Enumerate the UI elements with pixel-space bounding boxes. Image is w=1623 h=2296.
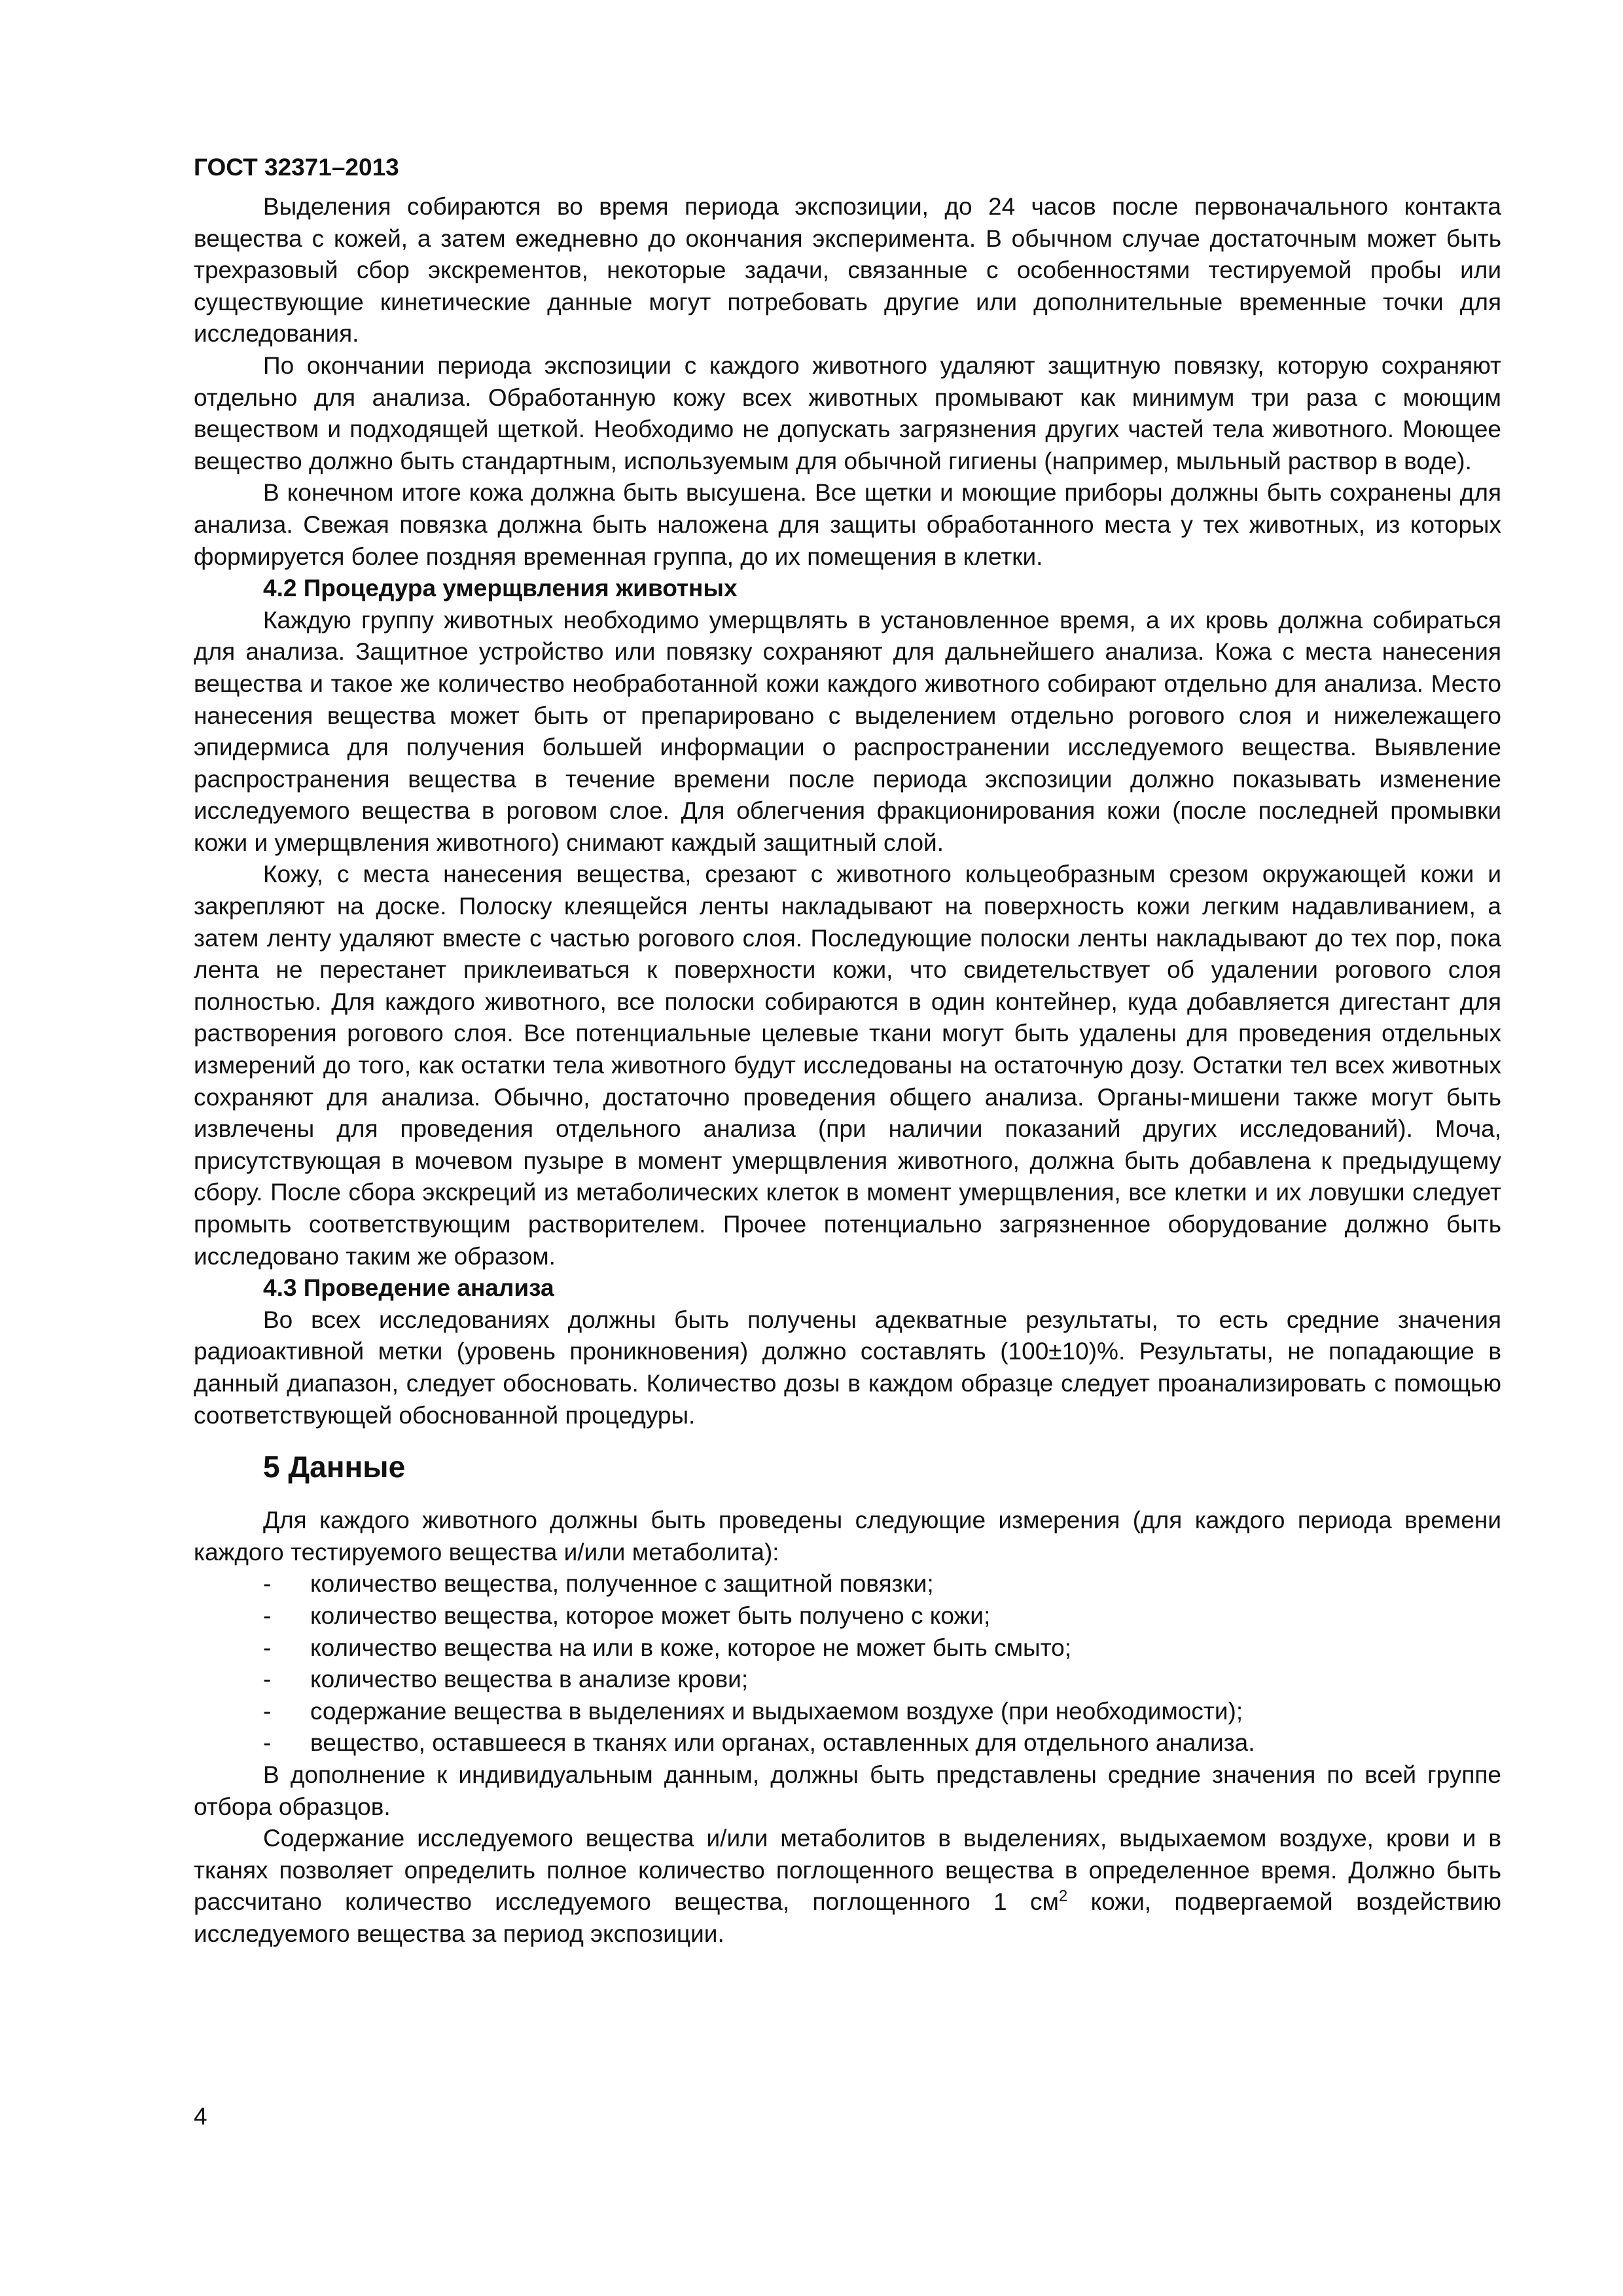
paragraph-analysis: Во всех исследованиях должны быть получены адекватные результаты, то есть средние значения радиоактивной метки (уровень проникновения) должно составлять (100±10)%. Результаты, не попадающие в данный диапазон, следует обосновать. Количество дозы в каждом образце следует проанализировать с помощью соответствующей обоснованной процедуры. — [194, 1306, 1501, 1429]
section-heading-5: 5 Данные — [263, 1450, 406, 1484]
page-number: 4 — [194, 2103, 207, 2130]
list-dash: - — [263, 1697, 272, 1725]
list-item — [194, 1664, 1501, 1696]
subsection-heading-4-2: 4.2 Процедура умерщвления животных — [263, 575, 738, 602]
list-dash: - — [263, 1602, 272, 1629]
paragraph-group-means: В дополнение к индивидуальным данным, должны быть представлены средние значения по всей группе отбора образцов. — [194, 1761, 1501, 1820]
document-page — [194, 152, 1501, 1950]
list-item-text: количество вещества в анализе крови; — [310, 1666, 749, 1693]
document-code-header: ГОСТ 32371–2013 — [194, 154, 399, 181]
list-item-text: вещество, оставшееся в тканях или органах, оставленных для отдельного анализа. — [310, 1729, 1255, 1757]
subsection-heading-4-3: 4.3 Проведение анализа — [263, 1274, 554, 1302]
list-item — [194, 1632, 1501, 1664]
list-item-text: содержание вещества в выделениях и выдыхаемом воздухе (при необходимости); — [310, 1697, 1243, 1725]
list-dash: - — [263, 1634, 272, 1661]
paragraph-sacrifice-procedure: Каждую группу животных необходимо умерщвлять в установленное время, а их кровь должна собираться для анализа. Защитное устройство или повязку сохраняют для дальнейшего анализа. Кожа с места нанесения вещества и такое же количество необработанной кожи каждого животного собирают отдельно для анализа. Место нанесения вещества может быть от препарировано с выделением отдельно рогового слоя и нижележащего эпидермиса для получения большей информации о распространении исследуемого вещества. Выявление распространения вещества в течение времени после периода экспозиции должно показывать изменение исследуемого вещества в роговом слое. Для облегчения фракционирования кожи (после последней промывки кожи и умерщвления животного) снимают каждый защитный слой. — [194, 606, 1501, 856]
measurements-list — [194, 1568, 1501, 1759]
absorbed-text-start: Содержание исследуемого вещества и/или метаболитов в выделениях, выдыхаемом воздухе, крови и в тканях позволяет определить полное количество поглощенного вещества в определенное время. Должно быть рассчитано количество исследуемого вещества, поглощенного 1 см — [194, 1825, 1501, 1916]
list-item-text: количество вещества, полученное с защитной повязки; — [310, 1570, 934, 1598]
list-dash: - — [263, 1729, 272, 1757]
list-dash: - — [263, 1666, 272, 1693]
list-item — [194, 1727, 1501, 1759]
list-item — [194, 1568, 1501, 1600]
paragraph-skin-drying: В конечном итоге кожа должна быть высушена. Все щетки и моющие приборы должны быть сохранены для анализа. Свежая повязка должна быть наложена для защиты обработанного места у тех животных, из которых формируется более поздняя временная группа, до их помещения в клетки. — [194, 479, 1501, 570]
list-item-text: количество вещества на или в коже, которое не может быть смыто; — [310, 1634, 1071, 1661]
list-item — [194, 1696, 1501, 1728]
paragraph-excretion-collection: Выделения собираются во время периода экспозиции, до 24 часов после первоначального контакта вещества с кожей, а затем ежедневно до окончания эксперимента. В обычном случае достаточным может быть трехразовый сбор экскрементов, некоторые задачи, связанные с особенностями тестируемой пробы или существующие кинетические данные могут потребовать другие или дополнительные временные точки для исследования. — [194, 193, 1501, 348]
list-item-text: количество вещества, которое может быть получено с кожи; — [310, 1602, 991, 1629]
superscript-two: 2 — [1058, 1887, 1068, 1905]
paragraph-bandage-removal: По окончании периода экспозиции с каждого животного удаляют защитную повязку, которую сохраняют отдельно для анализа. Обработанную кожу всех животных промывают как минимум три раза с моющим веществом и подходящей щеткой. Необходимо не допускать загрязнения других частей тела животного. Моющее вещество должно быть стандартным, используемым для обычной гигиены (например, мыльный раствор в воде). — [194, 351, 1501, 475]
paragraph-measurements-intro: Для каждого животного должны быть проведены следующие измерения (для каждого периода времени каждого тестируемого вещества и/или метаболита): — [194, 1507, 1501, 1566]
list-item — [194, 1600, 1501, 1632]
paragraph-absorbed-amount — [194, 1823, 1501, 1950]
list-dash: - — [263, 1570, 272, 1598]
paragraph-tape-stripping: Кожу, с места нанесения вещества, срезают с животного кольцеобразным срезом окружающей кожи и закрепляют на доске. Полоску клеящейся ленты накладывают на поверхность кожи легким надавливанием, а затем ленту удаляют вместе с частью рогового слоя. Последующие полоски ленты накладывают до тех пор, пока лента не перестанет приклеиваться к поверхности кожи, что свидетельствует об удалении рогового слоя полностью. Для каждого животного, все полоски собираются в один контейнер, куда добавляется дигестант для растворения рогового слоя. Все потенциальные целевые ткани могут быть удалены для проведения отдельных измерений до того, как остатки тела животного будут исследованы на остаточную дозу. Остатки тел всех животных сохраняют для анализа. Обычно, достаточно проведения общего анализа. Органы-мишени также могут быть извлечены для проведения отдельного анализа (при наличии показаний других исследований). Моча, присутствующая в мочевом пузыре в момент умерщвления животного, должна быть добавлена к предыдущему сбору. После сбора экскреций из метаболических клеток в момент умерщвления, все клетки и их ловушки следует промыть соответствующим растворителем. Прочее потенциально загрязненное оборудование должно быть исследовано таким же образом. — [194, 861, 1501, 1270]
absorbed-text-end: кожи, подвергаемой воздействию исследуемого вещества за период экспозиции. — [194, 1888, 1501, 1947]
